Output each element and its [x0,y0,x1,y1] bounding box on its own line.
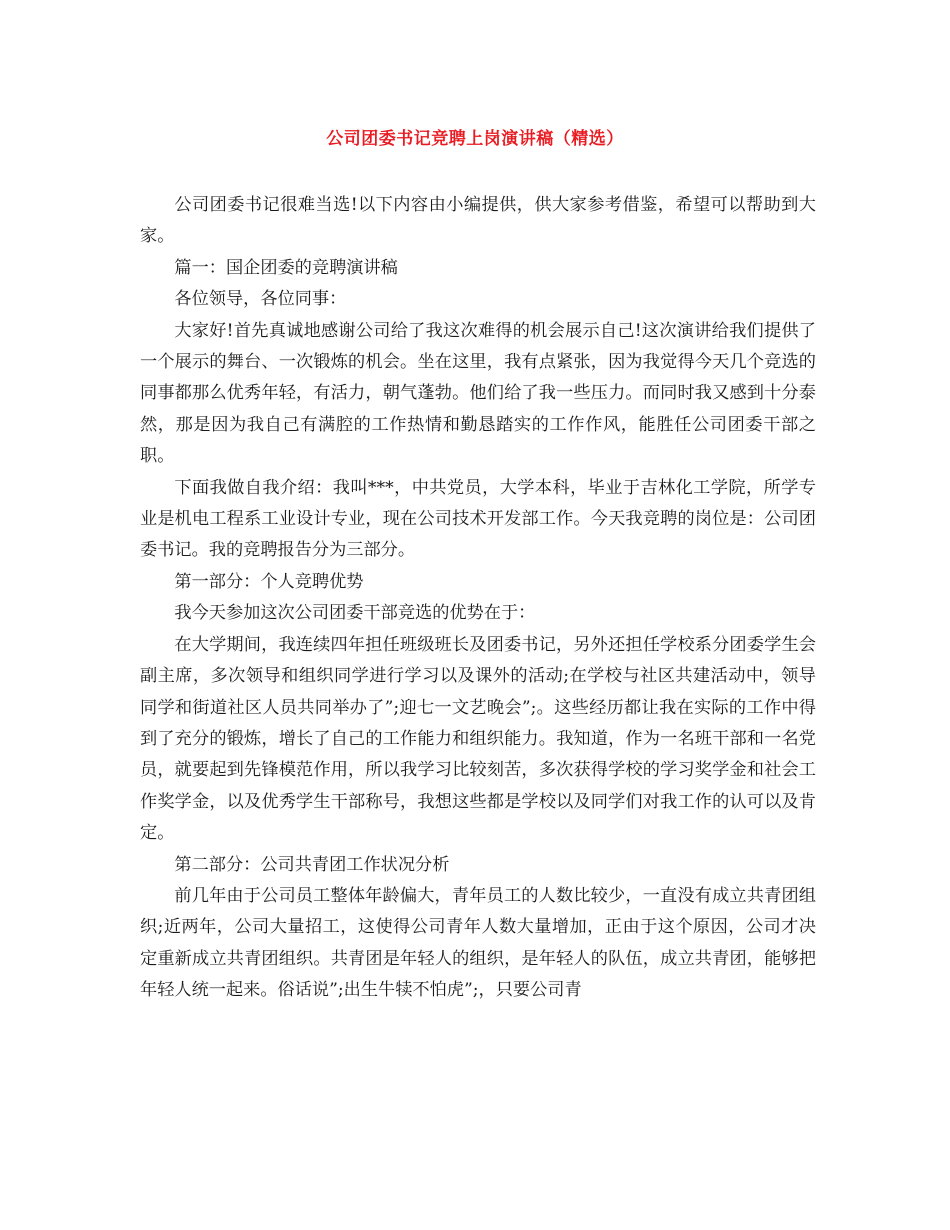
paragraph-section-heading: 篇一：国企团委的竞聘演讲稿 [174,257,398,278]
paragraph-opening: 大家好!首先真诚地感谢公司给了我这次难得的机会展示自己!这次演讲给我们提供了一个展示的舞台、一次锻炼的机会。坐在这里，我有点紧张，因为我觉得今天几个竞选的同事都那么优秀年轻，有活力，朝气蓬勃。他们给了我一些压力。而同时我又感到十分泰然，那是因为我自己有满腔的工作热情和勤恳踏实的工作作风，能胜任公司团委干部之职。 [140,320,816,467]
document-body [140,190,816,1007]
paragraph-university-experience: 在大学期间，我连续四年担任班级班长及团委书记，另外还担任学校系分团委学生会副主席，多次领导和组织同学进行学习以及课外的活动;在学校与社区共建活动中，领导同学和街道社区人员共同举办了”;迎七一文艺晚会”;。这些经历都让我在实际的工作中得到了充分的锻炼，增长了自己的工作能力和组织能力。我知道，作为一名班干部和一名党员，就要起到先锋模范作用，所以我学习比较刻苦，多次获得学校的学习奖学金和社会工作奖学金，以及优秀学生干部称号，我想这些都是学校以及同学们对我工作的认可以及肯定。 [140,634,816,844]
paragraph-part-one-heading: 第一部分：个人竞聘优势 [174,571,364,592]
paragraph-self-intro: 下面我做自我介绍：我叫***，中共党员，大学本科，毕业于吉林化工学院，所学专业是机电工程系工业设计专业，现在公司技术开发部工作。今天我竞聘的岗位是：公司团委书记。我的竞聘报告分为三部分。 [140,477,816,561]
paragraph-salutation: 各位领导，各位同事： [174,289,347,310]
paragraph-intro: 公司团委书记很难当选!以下内容由小编提供，供大家参考借鉴，希望可以帮助到大家。 [140,195,816,247]
paragraph-league-analysis: 前几年由于公司员工整体年龄偏大，青年员工的人数比较少，一直没有成立共青团组织;近两年，公司大量招工，这使得公司青年人数大量增加，正由于这个原因，公司才决定重新成立共青团组织。共青团是年轻人的组织，是年轻人的队伍，成立共青团，能够把年轻人统一起来。俗话说”;出生牛犊不怕虎”;，只要公司青 [140,885,816,1001]
paragraph-advantages-lead: 我今天参加这次公司团委干部竞选的优势在于： [174,603,536,624]
paragraph-part-two-heading: 第二部分：公司共青团工作状况分析 [174,854,450,875]
document-title: 公司团委书记竞聘上岗演讲稿（精选） [326,129,624,149]
